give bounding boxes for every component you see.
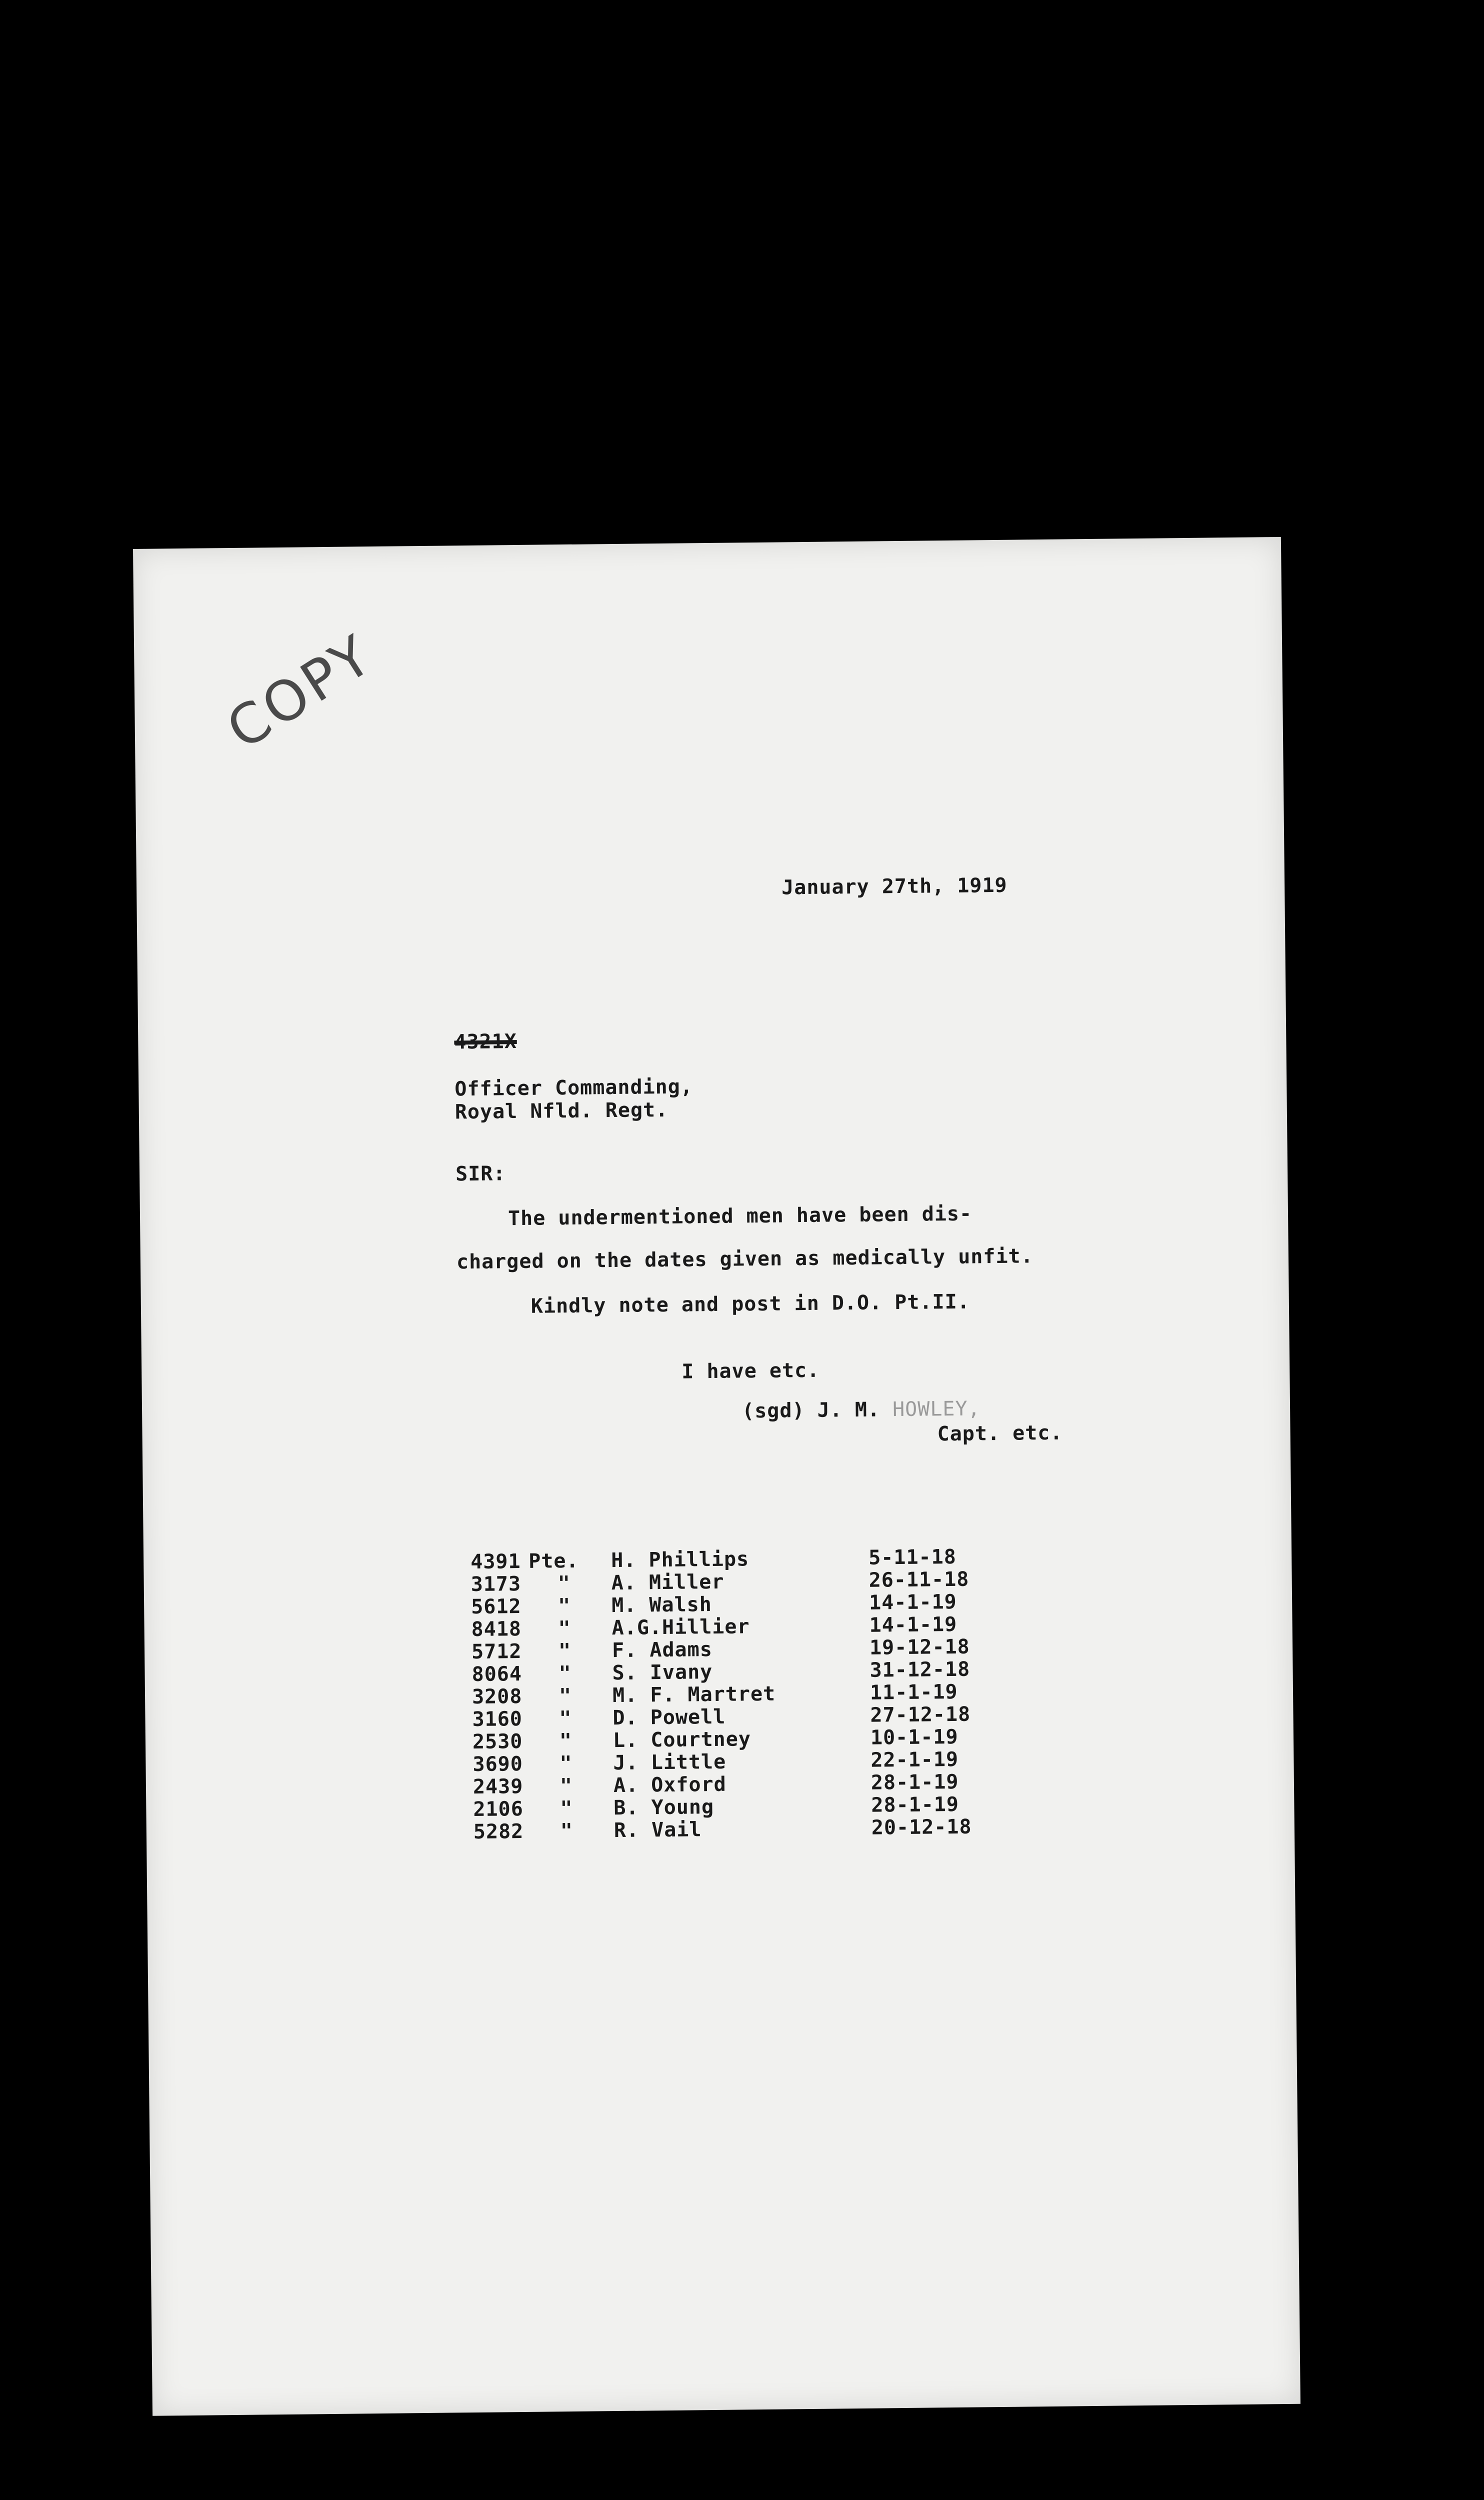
service-number: 8064 bbox=[472, 1662, 522, 1686]
body-line-3: Kindly note and post in D.O. Pt.II. bbox=[530, 1290, 970, 1318]
service-number: 3173 bbox=[470, 1572, 522, 1596]
reference-number: 4321X bbox=[454, 1030, 518, 1054]
body-line-1: The undermentioned men have been dis- bbox=[508, 1202, 972, 1230]
service-number: 3690 bbox=[472, 1752, 524, 1776]
discharge-date: 14-1-19 bbox=[868, 1590, 957, 1614]
soldier-name: A.G.Hillier bbox=[612, 1615, 750, 1640]
rank: " bbox=[560, 1774, 573, 1798]
rank: " bbox=[560, 1796, 573, 1820]
discharge-date: 11-1-19 bbox=[870, 1680, 958, 1704]
addressee-line-1: Officer Commanding, bbox=[454, 1075, 694, 1101]
soldier-name: M. Walsh bbox=[611, 1592, 712, 1618]
discharge-date: 28-1-19 bbox=[870, 1770, 959, 1794]
rank: " bbox=[559, 1706, 572, 1730]
letter-page bbox=[133, 537, 1300, 2416]
discharge-date: 14-1-19 bbox=[869, 1612, 958, 1637]
discharge-date: 19-12-18 bbox=[869, 1635, 970, 1660]
service-number: 5612 bbox=[470, 1594, 522, 1619]
discharge-date: 22-1-19 bbox=[870, 1748, 959, 1772]
soldier-name: H. Phillips bbox=[610, 1548, 750, 1572]
copy-stamp: COPY bbox=[216, 622, 384, 762]
rank: Pte. bbox=[528, 1549, 579, 1573]
soldier-name: F. Adams bbox=[612, 1638, 713, 1662]
discharge-date: 10-1-19 bbox=[870, 1725, 958, 1750]
rank: " bbox=[559, 1729, 572, 1753]
discharge-date: 28-1-19 bbox=[871, 1792, 960, 1817]
body-line-2: charged on the dates given as medically unfit. bbox=[456, 1244, 1034, 1274]
discharge-list bbox=[144, 1542, 1294, 1854]
soldier-name: R. Vail bbox=[614, 1818, 702, 1842]
rank: " bbox=[560, 1819, 574, 1843]
soldier-name: S. Ivany bbox=[612, 1660, 713, 1685]
discharge-date: 31-12-18 bbox=[870, 1658, 970, 1682]
rank: " bbox=[558, 1616, 571, 1640]
service-number: 8418 bbox=[471, 1617, 522, 1642]
signature-title: Capt. etc. bbox=[937, 1421, 1063, 1446]
service-number: 5712 bbox=[471, 1640, 522, 1664]
service-number: 4391 bbox=[470, 1550, 521, 1574]
rank: " bbox=[558, 1662, 572, 1686]
discharge-date: 27-12-18 bbox=[870, 1702, 971, 1727]
discharge-date: 20-12-18 bbox=[871, 1815, 972, 1840]
service-number: 2530 bbox=[472, 1730, 523, 1754]
rank: " bbox=[558, 1684, 572, 1708]
salutation: SIR: bbox=[455, 1162, 506, 1186]
service-number: 5282 bbox=[473, 1820, 524, 1844]
service-number: 2439 bbox=[472, 1774, 524, 1799]
soldier-name: B. Young bbox=[614, 1795, 714, 1820]
soldier-name: A. Oxford bbox=[613, 1772, 726, 1798]
service-number: 2106 bbox=[473, 1797, 524, 1822]
rank: " bbox=[558, 1639, 572, 1663]
letter-date: January 27th, 1919 bbox=[781, 874, 1008, 900]
rank: " bbox=[558, 1594, 571, 1618]
signature-name: HOWLEY, bbox=[892, 1397, 980, 1422]
service-number: 3208 bbox=[472, 1684, 522, 1709]
rank: " bbox=[558, 1572, 571, 1596]
service-number: 3160 bbox=[472, 1707, 523, 1732]
addressee-line-2: Royal Nfld. Regt. bbox=[454, 1098, 668, 1124]
discharge-date: 5-11-18 bbox=[868, 1545, 957, 1570]
soldier-name: L. Courtney bbox=[612, 1728, 752, 1752]
discharge-date: 26-11-18 bbox=[868, 1568, 970, 1592]
soldier-name: A. Miller bbox=[611, 1570, 724, 1595]
closing: I have etc. bbox=[682, 1358, 820, 1384]
soldier-name: M. F. Martret bbox=[612, 1682, 776, 1708]
soldier-name: J. Little bbox=[613, 1750, 726, 1775]
signature-line bbox=[742, 1397, 980, 1422]
soldier-name: D. Powell bbox=[612, 1705, 726, 1730]
rank: " bbox=[560, 1752, 572, 1776]
signature-prefix: (sgd) J. M. bbox=[742, 1398, 893, 1423]
